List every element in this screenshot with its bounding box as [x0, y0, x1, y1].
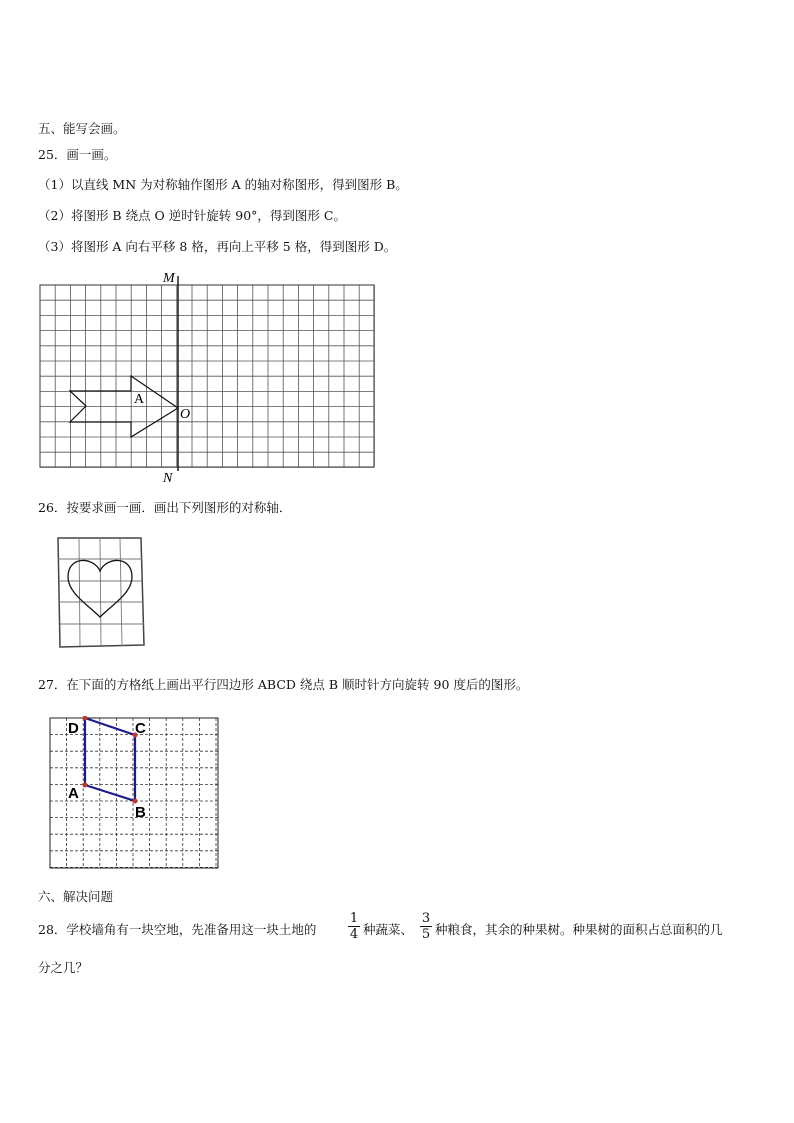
question-27-text: 27．在下面的方格纸上画出平行四边形 ABCD 绕点 B 顺时针方向旋转 90 度后的图形。	[38, 677, 529, 692]
label-a: A	[68, 785, 79, 802]
label-d: D	[68, 720, 79, 737]
fraction-three-fifths: 3 5	[421, 911, 431, 942]
label-c: C	[135, 720, 146, 737]
question-28-part-3: 种粮食，其余的种果树。种果树的面积占总面积的几	[435, 922, 723, 937]
question-28-part-2: 种蔬菜、	[363, 922, 414, 937]
question-25-title: 25．画一画。	[38, 147, 117, 162]
label-o: O	[180, 407, 191, 422]
question-25-item-2: （2）将图形 B 绕点 O 逆时针旋转 90°，得到图形 C。	[38, 208, 346, 223]
label-n: N	[163, 471, 173, 486]
question-25-item-1: （1）以直线 MN 为对称轴作图形 A 的轴对称图形，得到图形 B。	[38, 177, 408, 192]
section-heading: 六、解决问题	[38, 889, 114, 904]
q26-heart-figure	[52, 535, 152, 651]
label-a: A	[134, 392, 145, 407]
label-m: M	[163, 271, 175, 286]
q25-grid-figure	[30, 266, 390, 488]
label-b: B	[135, 804, 146, 821]
section-heading: 五、能写会画。	[38, 121, 126, 136]
q27-grid-figure	[48, 716, 222, 872]
question-26-text: 26．按要求画一画．画出下列图形的对称轴．	[38, 500, 292, 515]
question-28-part-1: 28．学校墙角有一块空地，先准备用这一块土地的	[38, 922, 317, 937]
parallelogram-abcd	[85, 718, 135, 801]
fraction-one-fourth: 1 4	[349, 911, 359, 942]
question-28-line-2: 分之几？	[38, 960, 89, 975]
question-25-item-3: （3）将图形 A 向右平移 8 格，再向上平移 5 格，得到图形 D。	[38, 239, 397, 254]
